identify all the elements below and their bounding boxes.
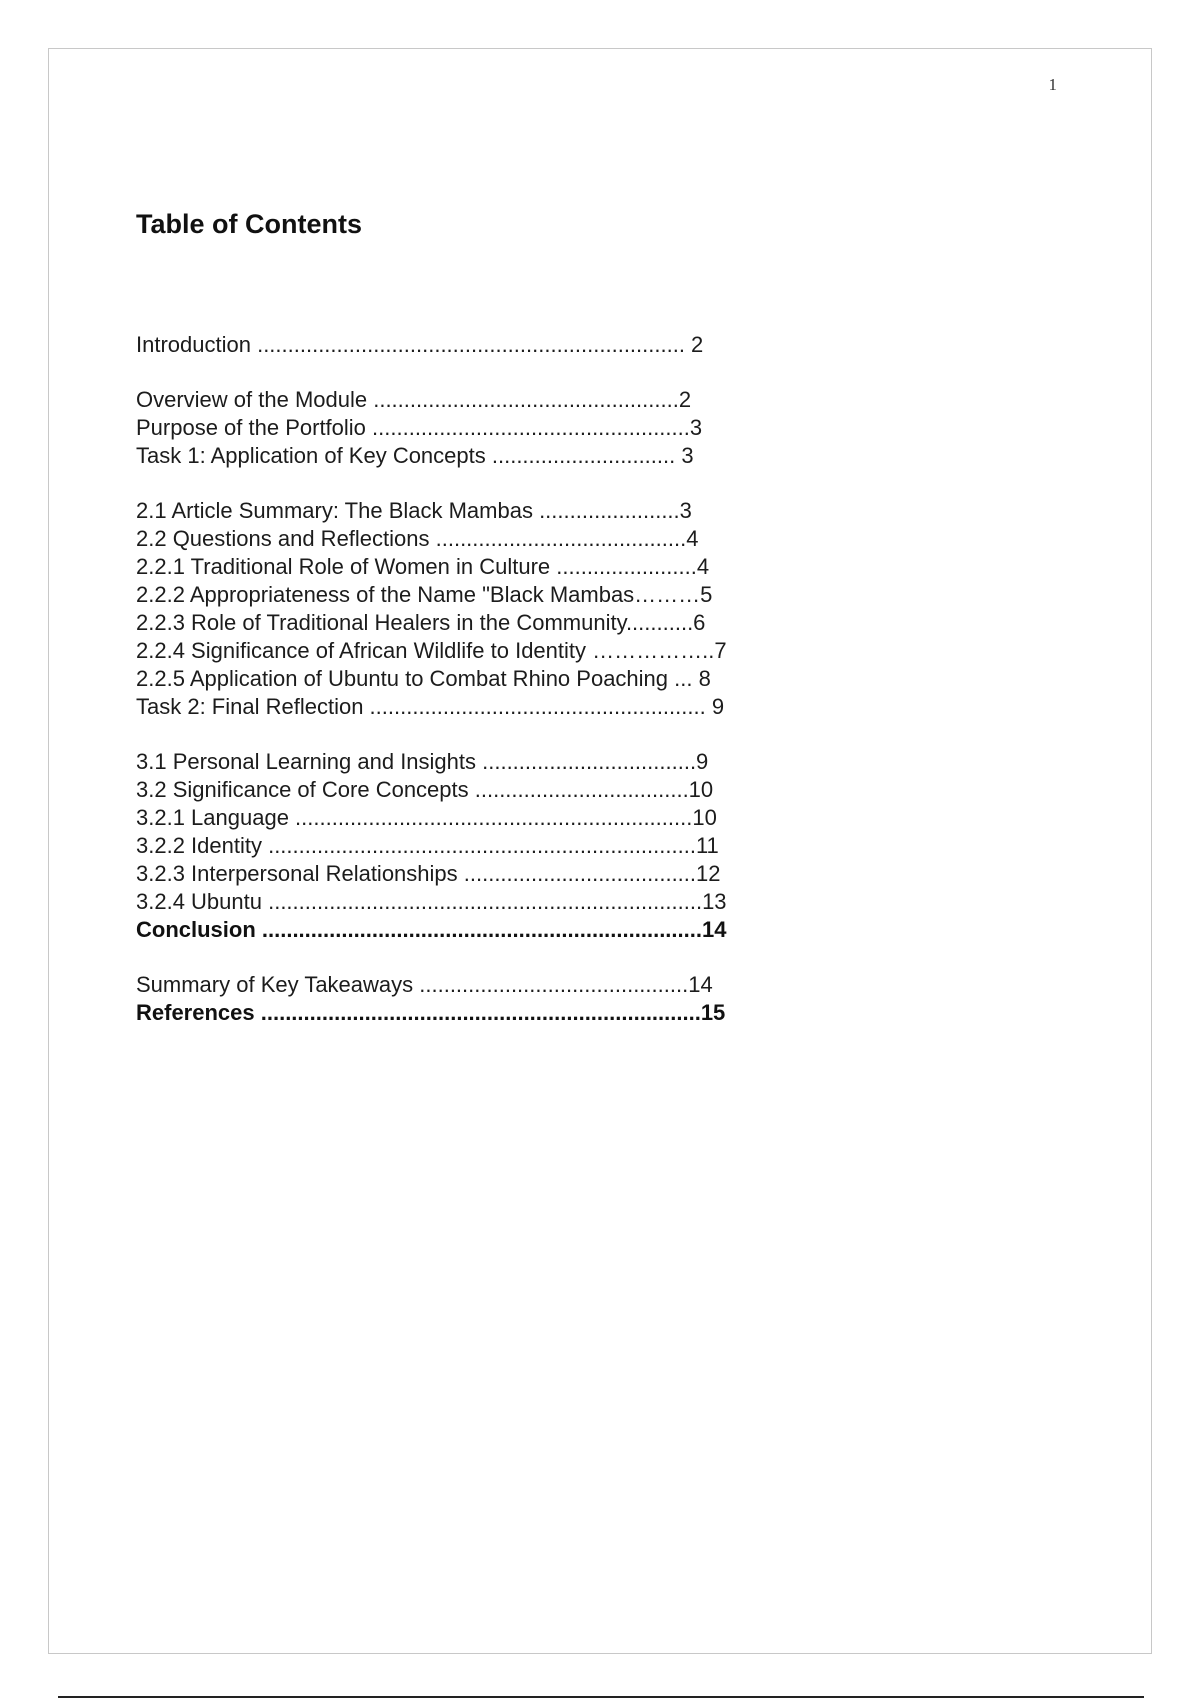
toc-entry[interactable]: 3.2 Significance of Core Concepts ...................................10	[136, 777, 714, 802]
document-page	[48, 48, 1152, 1654]
toc-entry[interactable]: 3.1 Personal Learning and Insights ...................................9	[136, 749, 709, 774]
toc-entry[interactable]: 2.2 Questions and Reflections .........................................4	[136, 526, 699, 551]
toc-entry[interactable]: Introduction ...................................................................... 2	[136, 332, 704, 357]
toc-entry[interactable]: 2.2.4 Significance of African Wildlife to Identity ……………..7	[136, 638, 727, 663]
toc-entry[interactable]: Summary of Key Takeaways ............................................14	[136, 972, 713, 997]
toc-entry[interactable]: 2.2.5 Application of Ubuntu to Combat Rhino Poaching ... 8	[136, 666, 711, 691]
toc-entry[interactable]: 3.2.2 Identity ......................................................................11	[136, 833, 719, 858]
toc-entry[interactable]: 3.2.1 Language .................................................................10	[136, 805, 717, 830]
toc-entry[interactable]: Purpose of the Portfolio ....................................................3	[136, 415, 703, 440]
toc-entry[interactable]: 2.2.1 Traditional Role of Women in Culture .......................4	[136, 554, 710, 579]
toc-entry[interactable]: Task 2: Final Reflection ....................................................... 9	[136, 694, 725, 719]
toc-entry[interactable]: References ........................................................................15	[136, 1000, 726, 1025]
toc-entry[interactable]: 2.2.2 Appropriateness of the Name "Black Mambas………5	[136, 582, 713, 607]
toc-entry[interactable]: 3.2.4 Ubuntu .......................................................................13	[136, 889, 727, 914]
toc-entry[interactable]: 3.2.3 Interpersonal Relationships ......................................12	[136, 861, 721, 886]
page-number: 1	[1048, 75, 1057, 94]
toc-entry[interactable]: Task 1: Application of Key Concepts .............................. 3	[136, 443, 694, 468]
toc-entry[interactable]: Overview of the Module ..................................................2	[136, 387, 692, 412]
toc-entry[interactable]: 2.1 Article Summary: The Black Mambas .......................3	[136, 498, 692, 523]
bottom-divider	[58, 1696, 1144, 1698]
table-of-contents	[136, 331, 727, 1027]
page-title: Table of Contents	[136, 209, 362, 239]
toc-entry[interactable]: 2.2.3 Role of Traditional Healers in the Community...........6	[136, 610, 706, 635]
toc-entry[interactable]: Conclusion ........................................................................14	[136, 917, 727, 942]
